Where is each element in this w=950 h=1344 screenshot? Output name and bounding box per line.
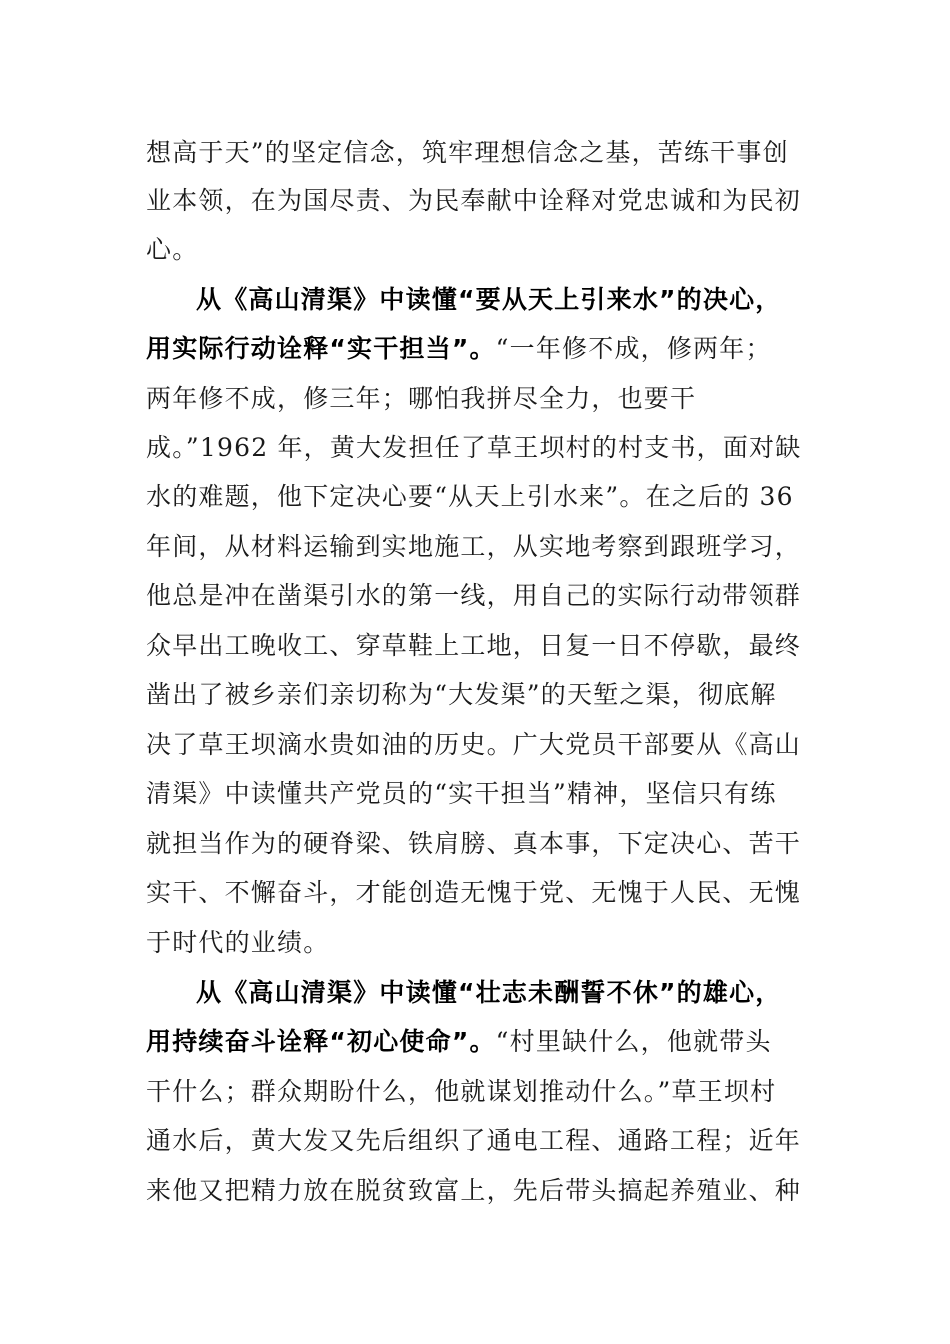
- paragraph-2-line-11: 实干、不懈奋斗，才能创造无愧于党、无愧于人民、无愧: [146, 878, 802, 907]
- paragraph-3-heading-line-2: 用持续奋斗诠释“初心使命”。: [146, 1027, 496, 1056]
- paragraph-2-heading-line-2: 用实际行动诠释“实干担当”。: [146, 334, 496, 363]
- paragraph-2-line-8: 决了草王坝滴水贵如油的历史。广大党员干部要从《高山: [146, 730, 802, 759]
- paragraph-2-line-1: 两年修不成，修三年；哪怕我拼尽全力，也要干: [146, 384, 697, 413]
- paragraph-3-line-1: 干什么；群众期盼什么，他就谋划推动什么。”草王坝村: [146, 1077, 777, 1106]
- paragraph-2-line-3: 水的难题，他下定决心要“从天上引水来”。在之后的 36: [146, 482, 794, 511]
- paragraph-2-heading-line-1: 从《高山清渠》中读懂“要从天上引来水”的决心，: [196, 285, 782, 314]
- paragraph-3-line-2: 通水后，黄大发又先后组织了通电工程、通路工程；近年: [146, 1126, 802, 1155]
- paragraph-3-line-3: 来他又把精力放在脱贫致富上，先后带头搞起养殖业、种: [146, 1176, 802, 1205]
- paragraph-1-line-3: 心。: [146, 235, 199, 264]
- paragraph-2-heading-line-2-row: [146, 334, 772, 364]
- paragraph-2-line-7: 凿出了被乡亲们亲切称为“大发渠”的天堑之渠，彻底解: [146, 680, 777, 709]
- paragraph-3-quote-start: “村里缺什么，他就带头: [495, 1027, 772, 1056]
- paragraph-2-line-10: 就担当作为的硬脊梁、铁肩膀、真本事，下定决心、苦干: [146, 829, 802, 858]
- paragraph-1-line-2: 业本领，在为国尽责、为民奉献中诠释对党忠诚和为民初: [146, 186, 802, 215]
- paragraph-2-line-2: 成。”1962 年，黄大发担任了草王坝村的村支书，面对缺: [146, 433, 802, 462]
- paragraph-2-quote-start: “一年修不成，修两年；: [495, 334, 772, 363]
- paragraph-1-line-1: 想高于天”的坚定信念，筑牢理想信念之基，苦练干事创: [146, 138, 789, 167]
- paragraph-2-line-6: 众早出工晚收工、穿草鞋上工地，日复一日不停歇，最终: [146, 631, 802, 660]
- paragraph-2-line-9: 清渠》中读懂共产党员的“实干担当”精神，坚信只有练: [146, 779, 777, 808]
- paragraph-2-line-12: 于时代的业绩。: [146, 928, 330, 957]
- paragraph-2-line-4: 年间，从材料运输到实地施工，从实地考察到跟班学习，: [146, 532, 802, 561]
- paragraph-3-heading-line-1: 从《高山清渠》中读懂“壮志未酬誓不休”的雄心，: [196, 978, 782, 1007]
- paragraph-2-line-5: 他总是冲在凿渠引水的第一线，用自己的实际行动带领群: [146, 581, 802, 610]
- paragraph-3-heading-line-2-row: [146, 1027, 772, 1057]
